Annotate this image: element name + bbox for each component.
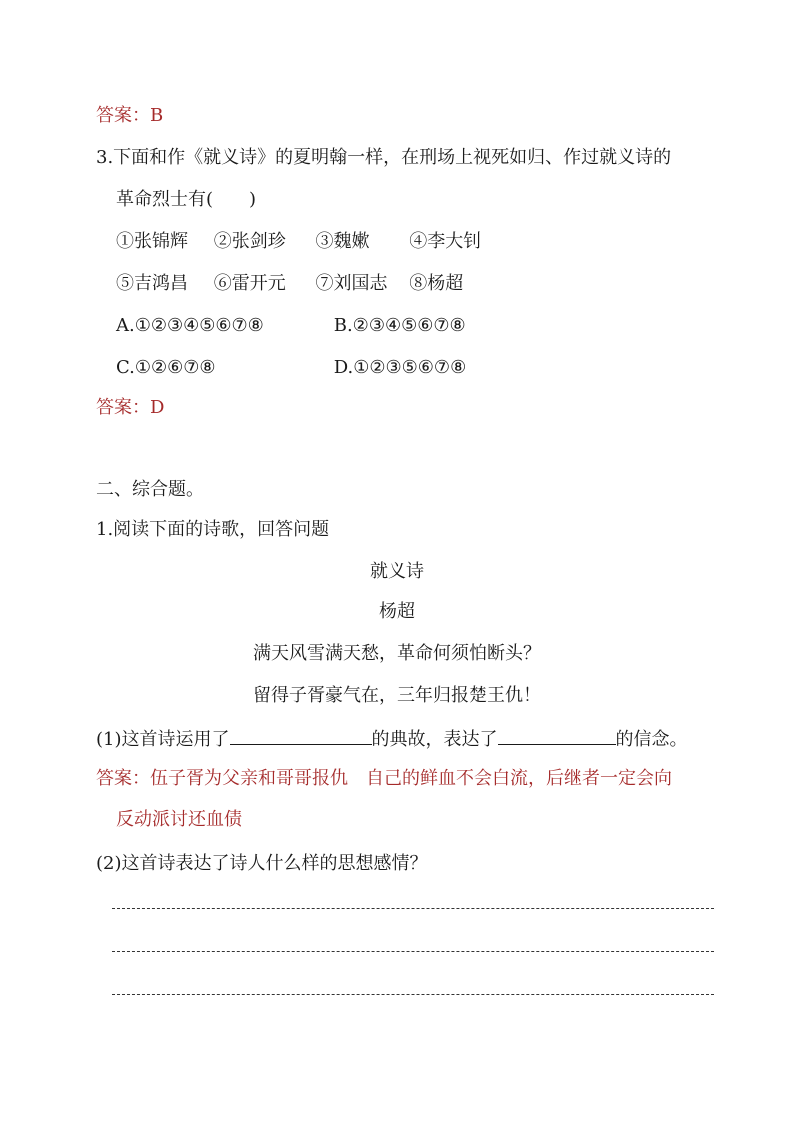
answer-q3: 答案：D (96, 397, 165, 418)
name-item: ⑤吉鸿昌 (116, 273, 188, 294)
sub-question-1-part-c: 的信念。 (615, 729, 688, 750)
sub-question-1-part-b: 的典故，表达了 (371, 729, 498, 750)
question-3-stem-line1: 3.下面和作《就义诗》的夏明翰一样，在刑场上视死如归、作过就义诗的 (96, 147, 672, 168)
section-heading: 二、综合题。 (96, 479, 204, 500)
poem-line-2: 留得子胥豪气在，三年归报楚王仇！ (253, 685, 541, 706)
name-item: ②张剑珍 (213, 231, 286, 252)
options-row-ab (116, 314, 466, 338)
option-b: B.②③④⑤⑥⑦⑧ (333, 315, 466, 336)
names-row-2 (116, 272, 463, 296)
question-3-stem-line2: 革命烈士有( ) (116, 189, 257, 210)
name-item: ④李大钊 (409, 231, 482, 252)
options-row-cd (116, 356, 466, 380)
name-item: ⑦刘国志 (315, 273, 388, 294)
sub-question-1 (96, 726, 688, 752)
question-1-prompt: 1.阅读下面的诗歌，回答问题 (96, 519, 330, 540)
fill-blank-1[interactable] (230, 726, 372, 745)
name-item: ③魏嫰 (315, 231, 370, 252)
name-item: ⑧杨超 (409, 273, 464, 294)
option-c: C.①②⑥⑦⑧ (116, 357, 216, 378)
sub-question-2: (2)这首诗表达了诗人什么样的思想感情？ (96, 853, 428, 874)
answer-prev: 答案：B (96, 105, 164, 126)
fill-blank-2[interactable] (498, 726, 616, 745)
poem-author: 杨超 (379, 601, 415, 622)
answer-line-1[interactable] (112, 908, 714, 909)
option-a: A.①②③④⑤⑥⑦⑧ (116, 315, 264, 336)
sub-question-1-part-a: (1)这首诗运用了 (96, 729, 230, 750)
answer-line-2[interactable] (112, 951, 714, 952)
option-d: D.①②③⑤⑥⑦⑧ (333, 357, 467, 378)
name-item: ⑥雷开元 (213, 273, 286, 294)
poem-title: 就义诗 (370, 561, 424, 582)
answer-line-3[interactable] (112, 994, 714, 995)
poem-line-1: 满天风雪满天愁，革命何须怕断头？ (253, 643, 541, 664)
answer-sub1-line2: 反动派讨还血债 (116, 809, 242, 830)
names-row-1 (116, 230, 481, 254)
name-item: ①张锦辉 (116, 231, 188, 252)
answer-sub1-line1: 答案：伍子胥为父亲和哥哥报仇 自己的鲜血不会白流，后继者一定会向 (96, 768, 672, 789)
